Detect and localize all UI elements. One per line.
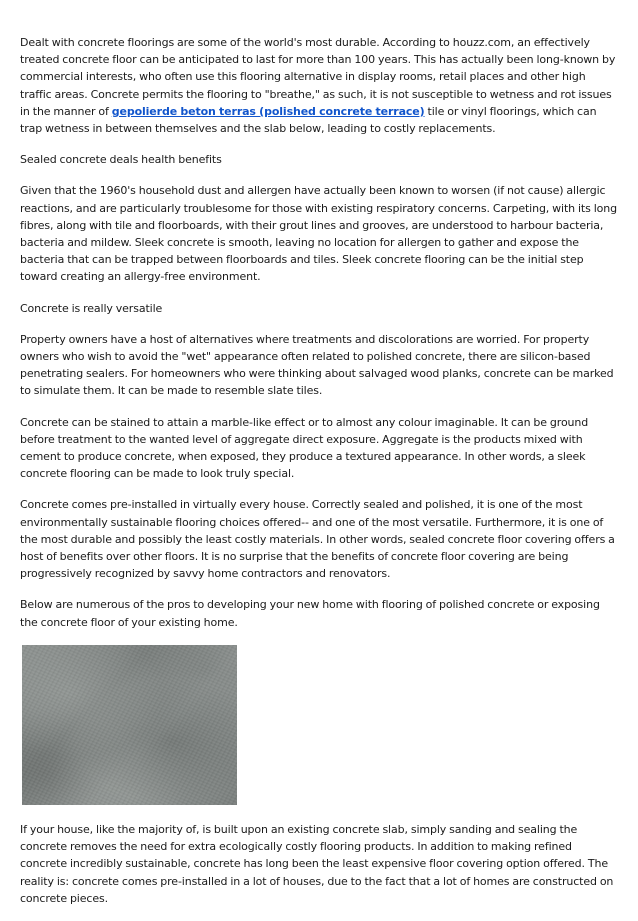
paragraph-health: Given that the 1960's household dust and allergen have actually been known to worsen (if not cause) allergic reactions, and are particularly troublesome for those with existing respiratory concerns. Carpeting, with its long fibres, along with tile and floorboards, with their grout lines and grooves, are understood to harbour bacteria, bacteria and mildew. Sleek concrete is smooth, leaving no location for allergen to gather and expose the bacteria that can be trapped between floorboards and tiles. Sleek concrete flooring can be the initial step toward creating an allergy-free environment. <box>20 184 617 284</box>
concrete-floor-photo <box>22 645 237 805</box>
paragraph-stained: Concrete can be stained to attain a marble-like effect or to almost any colour imaginable. It can be ground before treatment to the wanted level of aggregate direct exposure. Aggregate is the products mixed with cement to produce concrete, when exposed, they produce a textured appearance. In other words, a sleek concrete flooring can be made to look truly special. <box>20 415 589 481</box>
paragraph-intro <box>20 34 620 137</box>
paragraph-intro-text-start: Dealt with concrete floorings are some of the world's most durable. According to houzz.com, an effectively treated concrete floor can be anticipated to last for more than 100 years. This has actually been long-known by commercial interests, who often use this flooring alternative in display rooms, retail places and other high traffic areas. Concrete permits the flooring to "breathe," as such, it is not susceptible to wetness and rot issues in the manner of <box>20 36 616 118</box>
article-body <box>20 34 620 921</box>
paragraph-slab: If your house, like the majority of, is built upon an existing concrete slab, simply sanding and sealing the concrete removes the need for extra ecologically costly flooring products. In addition to making refined concrete incredibly sustainable, concrete has long been the least expensive floor covering option offered. The reality is: concrete comes pre-installed in a lot of houses, due to the fact that a lot of homes are constructed on concrete pieces. <box>20 822 614 905</box>
paragraph-intro-text-end: tile or vinyl floorings, which can trap wetness in between themselves and the slab below, leading to costly replacements. <box>20 104 597 136</box>
section-heading-versatile: Concrete is really versatile <box>20 301 163 315</box>
paragraph-alternatives: Property owners have a host of alternatives where treatments and discolorations are worried. For property owners who wish to avoid the "wet" appearance often related to polished concrete, there are silicon-based penetrating sealers. For homeowners who were thinking about salvaged wood planks, concrete can be marked to simulate them. It can be made to resemble slate tiles. <box>20 332 614 398</box>
paragraph-preinstalled: Concrete comes pre-installed in virtually every house. Correctly sealed and polished, it is one of the most environmentally sustainable flooring choices offered-- and one of the most versatile. Furthermore, it is one of the most durable and possibly the least costly materials. In other words, sealed concrete floor covering offers a host of benefits over other floors. It is no surprise that the benefits of concrete floor covering are being progressively recognized by savvy home contractors and renovators. <box>20 498 615 581</box>
section-heading-health: Sealed concrete deals health benefits <box>20 153 222 167</box>
polished-concrete-terrace-link[interactable]: gepolierde beton terras (polished concrete terrace) <box>111 104 425 118</box>
paragraph-pros-intro: Below are numerous of the pros to developing your new home with flooring of polished concrete or exposing the concrete floor of your existing home. <box>20 598 600 629</box>
